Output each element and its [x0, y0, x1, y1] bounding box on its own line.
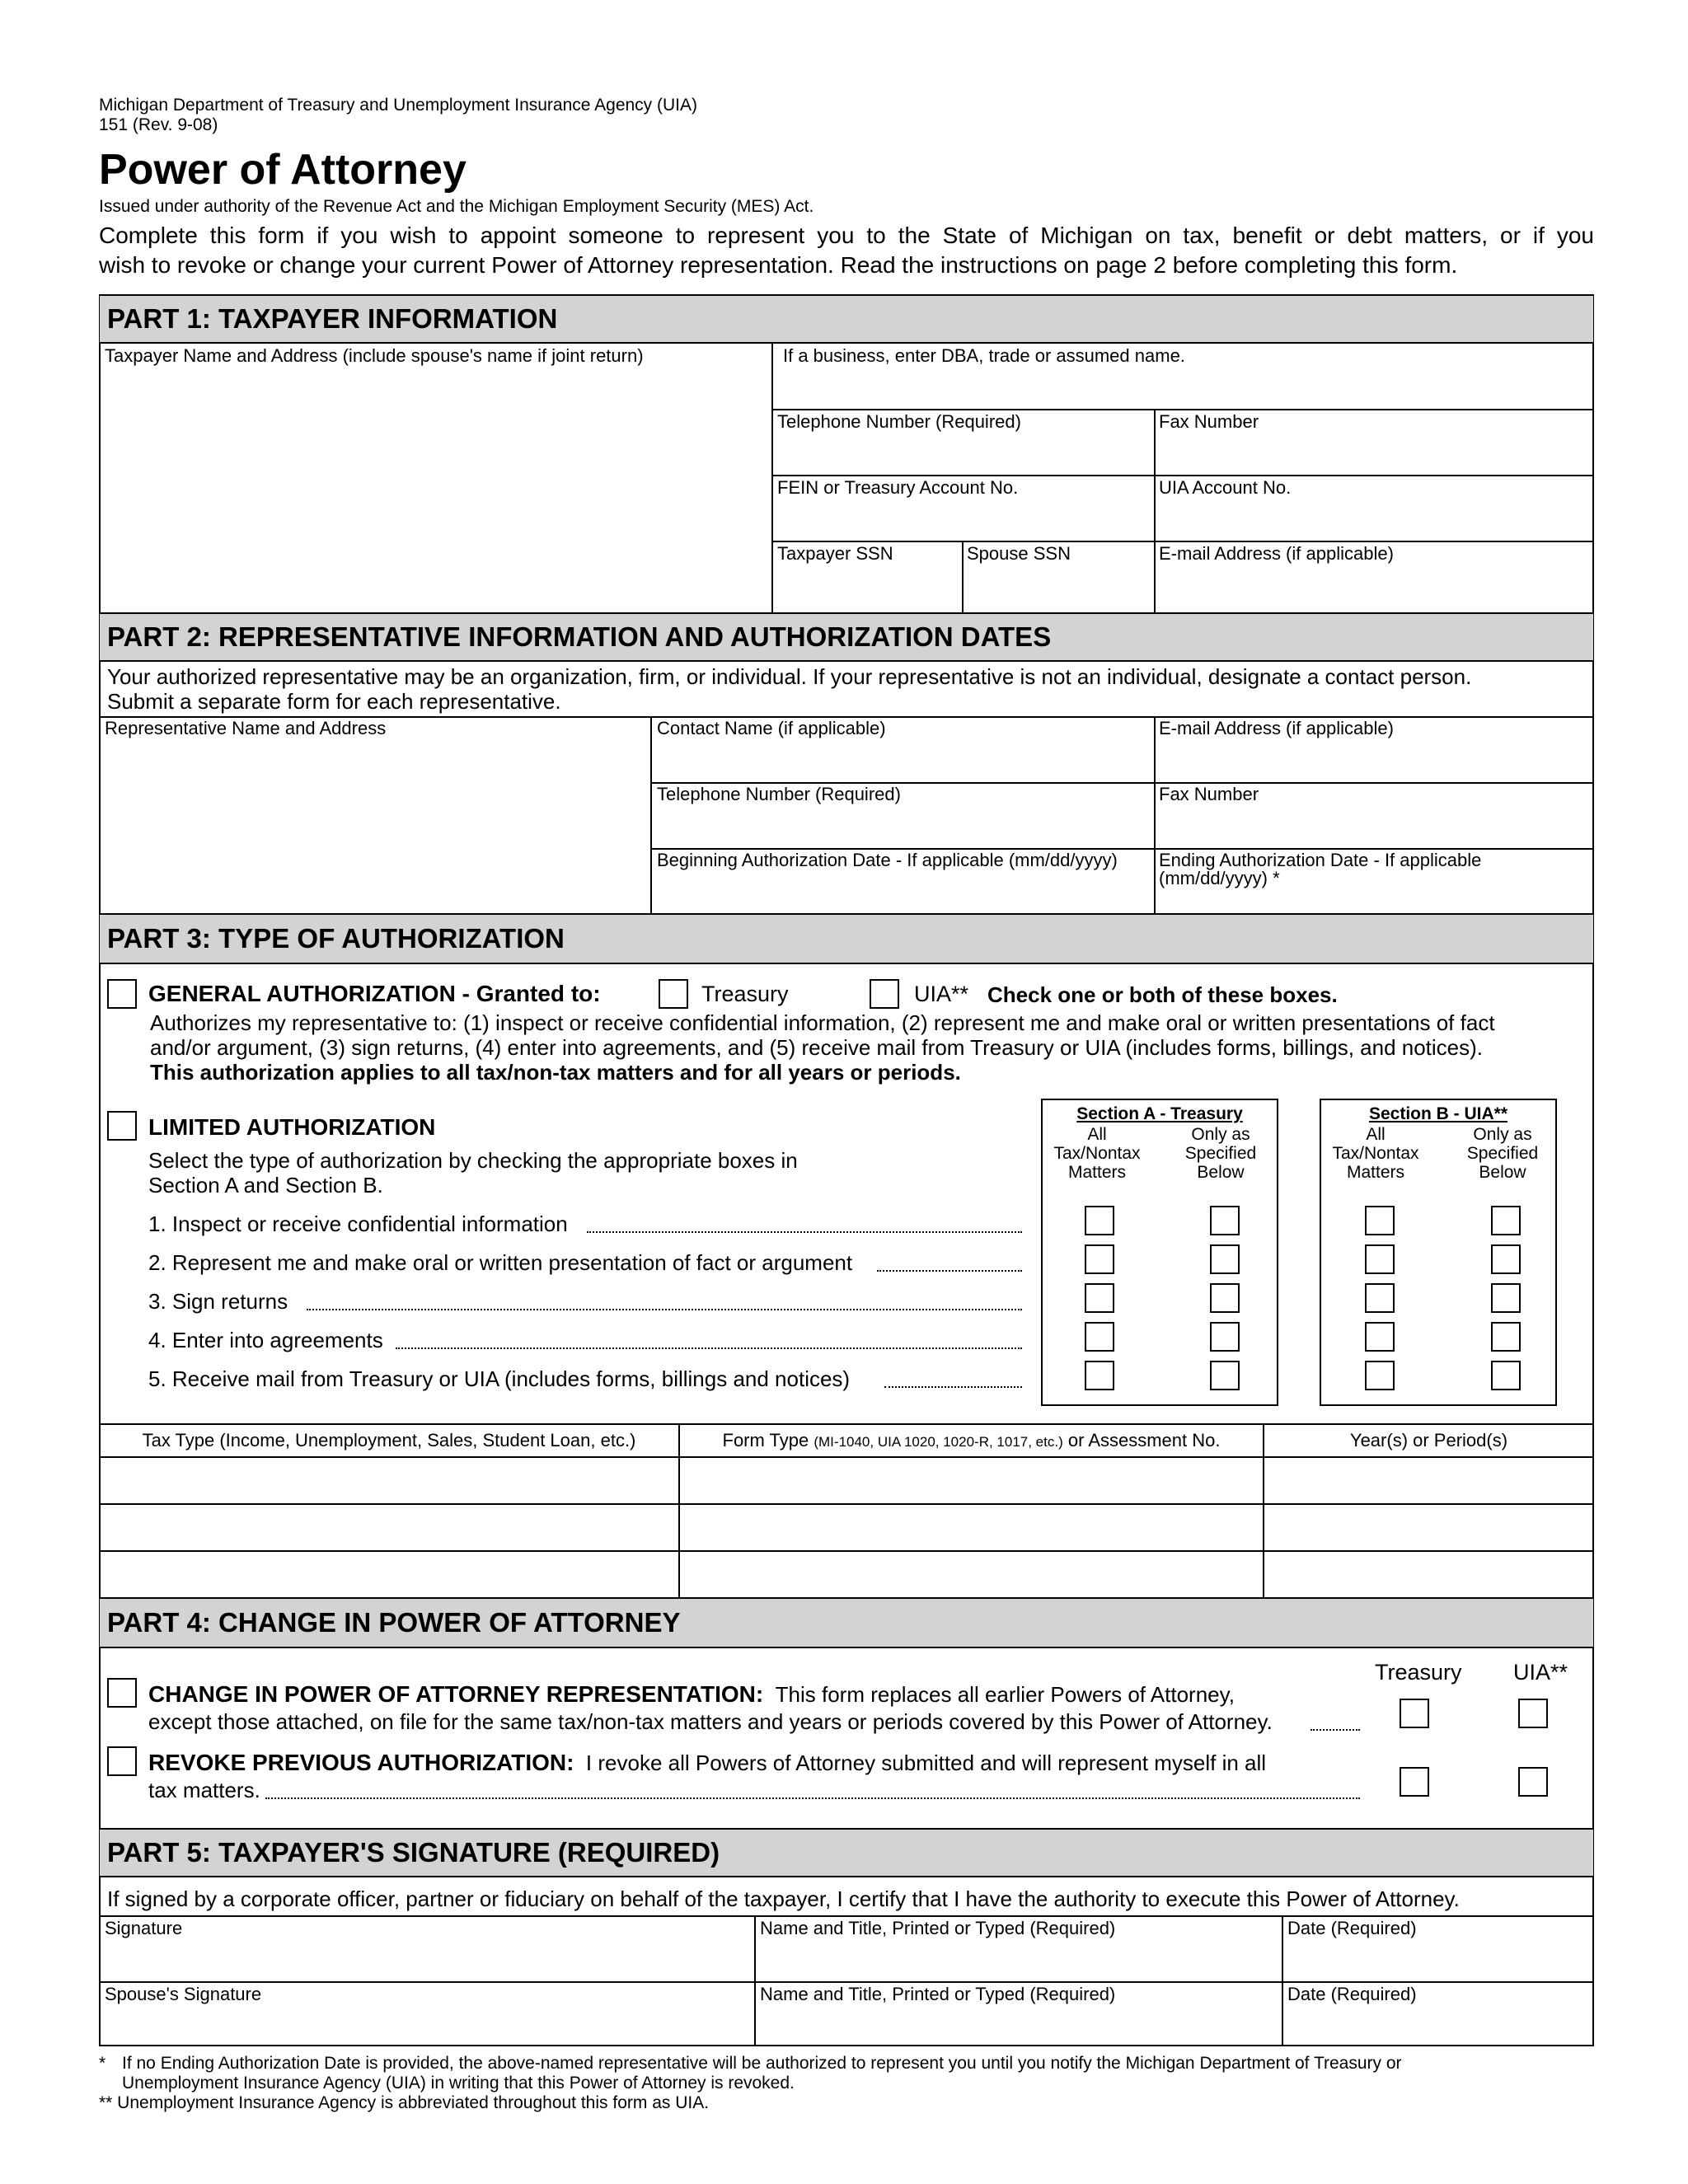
form-type-input-1[interactable]	[684, 1460, 1261, 1502]
section-a-col1-l2: Tax/Nontax	[1053, 1144, 1141, 1163]
divider	[1154, 409, 1156, 613]
part2-header	[100, 612, 1593, 662]
sec-a-specified-checkbox-5[interactable]	[1210, 1361, 1240, 1390]
section-b-col2-l2: Specified	[1466, 1144, 1539, 1163]
section-a-col2-l1: Only as	[1191, 1125, 1250, 1144]
spouse-signature-input[interactable]	[105, 2008, 751, 2044]
part4-title: PART 4: CHANGE IN POWER OF ATTORNEY	[107, 1607, 681, 1638]
divider	[754, 1915, 756, 2046]
fein-input[interactable]	[777, 501, 1151, 539]
signature-input[interactable]	[105, 1942, 751, 1980]
sec-a-specified-checkbox-2[interactable]	[1210, 1244, 1240, 1274]
spouse-name-title-label: Name and Title, Printed or Typed (Required)	[760, 1984, 1116, 2004]
rep-fax-label: Fax Number	[1159, 784, 1259, 804]
general-uia-checkbox[interactable]	[870, 979, 899, 1009]
limited-item-3: 3. Sign returns	[148, 1289, 288, 1314]
part4-uia-header: UIA**	[1513, 1660, 1568, 1685]
limited-item-5: 5. Receive mail from Treasury or UIA (includes forms, billings and notices)	[148, 1366, 851, 1391]
sec-a-specified-checkbox-1[interactable]	[1210, 1206, 1240, 1235]
form-number: 151 (Rev. 9-08)	[99, 115, 218, 134]
sec-b-all-checkbox-3[interactable]	[1365, 1283, 1395, 1313]
change-poa-checkbox[interactable]	[107, 1678, 137, 1708]
email-input[interactable]	[1159, 569, 1591, 610]
uia-account-label: UIA Account No.	[1159, 477, 1292, 498]
spouse-date-input[interactable]	[1287, 2008, 1591, 2044]
limited-desc-2: Section A and Section B.	[148, 1173, 383, 1197]
fax-label: Fax Number	[1159, 411, 1259, 432]
divider	[771, 475, 1593, 476]
form-type-header-c: or Assessment No.	[1062, 1430, 1221, 1451]
taxpayer-name-input[interactable]	[105, 371, 767, 603]
section-b-col1-l3: Matters	[1346, 1163, 1404, 1182]
certify-statement: If signed by a corporate officer, partner or fiduciary on behalf of the taxpayer, I certify that I have the authority to execute this Power of Attorney.	[107, 1886, 1460, 1911]
sec-a-all-checkbox-4[interactable]	[1085, 1322, 1114, 1352]
general-authorization-label: GENERAL AUTHORIZATION - Granted to:	[148, 981, 601, 1006]
leader-dots	[265, 1797, 1360, 1799]
part2-intro-line-2: Submit a separate form for each representative.	[107, 689, 561, 714]
agency-name: Michigan Department of Treasury and Unemployment Insurance Agency (UIA)	[99, 96, 698, 115]
sec-b-specified-checkbox-4[interactable]	[1491, 1322, 1521, 1352]
tax-type-input-3[interactable]	[106, 1554, 676, 1596]
part2-title: PART 2: REPRESENTATIVE INFORMATION AND AUTHORIZATION DATES	[107, 621, 1052, 652]
part1-title: PART 1: TAXPAYER INFORMATION	[107, 303, 558, 334]
spouse-signature-label: Spouse's Signature	[105, 1984, 262, 2004]
sec-b-specified-checkbox-3[interactable]	[1491, 1283, 1521, 1313]
divider	[650, 716, 652, 913]
leader-dots	[884, 1386, 1022, 1388]
contact-name-input[interactable]	[657, 742, 1151, 780]
form-type-input-2[interactable]	[684, 1507, 1261, 1549]
form-type-header-a: Form Type	[722, 1430, 814, 1451]
email-label: E-mail Address (if applicable)	[1159, 543, 1394, 564]
section-b-title: Section B - UIA**	[1368, 1104, 1508, 1123]
sec-a-all-checkbox-2[interactable]	[1085, 1244, 1114, 1274]
begin-date-input[interactable]	[657, 874, 1151, 912]
leader-dots	[396, 1347, 1022, 1349]
uia-account-input[interactable]	[1159, 501, 1591, 539]
contact-name-label: Contact Name (if applicable)	[657, 718, 886, 738]
change-poa-desc-2: except those attached, on file for the same tax/non-tax matters and years or periods covered by this Power of Attorney.	[148, 1709, 1273, 1734]
limited-item-1: 1. Inspect or receive confidential information	[148, 1212, 568, 1236]
form-type-header-b: (MI-1040, UIA 1020, 1020-R, 1017, etc.)	[814, 1434, 1063, 1450]
date-input[interactable]	[1287, 1942, 1591, 1980]
revoke-treasury-checkbox[interactable]	[1400, 1767, 1429, 1797]
rep-email-input[interactable]	[1159, 742, 1591, 780]
general-desc-2: and/or argument, (3) sign returns, (4) enter into agreements, and (5) receive mail from Treasury or UIA (includes forms, billings, and notices).	[150, 1035, 1484, 1060]
section-b-col1-l2: Tax/Nontax	[1332, 1144, 1419, 1163]
footnote-star-mark: *	[99, 2054, 106, 2073]
date-label: Date (Required)	[1287, 1918, 1417, 1938]
revoke-desc-1: I revoke all Powers of Attorney submitted and will represent myself in all	[585, 1750, 1267, 1775]
end-date-label-2: (mm/dd/yyyy) *	[1159, 868, 1280, 888]
limited-desc-1: Select the type of authorization by checking the appropriate boxes in	[148, 1148, 798, 1173]
sec-a-specified-checkbox-4[interactable]	[1210, 1322, 1240, 1352]
dba-label: If a business, enter DBA, trade or assumed name.	[783, 345, 1185, 366]
telephone-input[interactable]	[777, 435, 1151, 473]
rep-email-label: E-mail Address (if applicable)	[1159, 718, 1394, 738]
end-date-label-1: Ending Authorization Date - If applicable	[1159, 850, 1482, 870]
divider	[1154, 716, 1156, 913]
end-date-input[interactable]	[1159, 888, 1591, 913]
part5-title: PART 5: TAXPAYER'S SIGNATURE (REQUIRED)	[107, 1837, 720, 1868]
section-b-col1-l1: All	[1366, 1125, 1386, 1144]
limited-item-4: 4. Enter into agreements	[148, 1328, 383, 1352]
leader-dots	[307, 1309, 1022, 1310]
sec-a-all-checkbox-3[interactable]	[1085, 1283, 1114, 1313]
revoke-uia-checkbox[interactable]	[1518, 1767, 1548, 1797]
sec-b-specified-checkbox-2[interactable]	[1491, 1244, 1521, 1274]
leader-dots	[877, 1270, 1022, 1272]
name-title-label: Name and Title, Printed or Typed (Required)	[760, 1918, 1116, 1938]
divider	[100, 1981, 1593, 1983]
divider	[100, 1456, 1593, 1458]
sec-b-all-checkbox-2[interactable]	[1365, 1244, 1395, 1274]
footnote-star-line-1: If no Ending Authorization Date is provided, the above-named representative will be authorized to represent you until you notify the Michigan Department of Treasury or	[122, 2054, 1402, 2073]
spouse-ssn-input[interactable]	[967, 569, 1151, 610]
spouse-ssn-label: Spouse SSN	[967, 543, 1071, 564]
divider	[1282, 1915, 1283, 2046]
divider	[771, 409, 1593, 410]
sec-a-all-checkbox-1[interactable]	[1085, 1206, 1114, 1235]
spouse-date-label: Date (Required)	[1287, 1984, 1417, 2004]
part4-header	[100, 1597, 1593, 1648]
page-title: Power of Attorney	[99, 146, 467, 194]
general-uia-label: UIA**	[914, 982, 969, 1006]
divider	[771, 541, 1593, 542]
rep-name-label: Representative Name and Address	[105, 718, 387, 738]
change-poa-desc-1: This form replaces all earlier Powers of Attorney,	[775, 1682, 1235, 1707]
years-input-3[interactable]	[1269, 1554, 1591, 1596]
fax-input[interactable]	[1159, 435, 1591, 473]
spouse-name-title-input[interactable]	[760, 2008, 1278, 2044]
sec-a-specified-checkbox-3[interactable]	[1210, 1283, 1240, 1313]
change-poa-label: CHANGE IN POWER OF ATTORNEY REPRESENTATION:	[148, 1681, 764, 1707]
sec-a-all-checkbox-5[interactable]	[1085, 1361, 1114, 1390]
section-a-col1-l3: Matters	[1067, 1163, 1126, 1182]
fein-label: FEIN or Treasury Account No.	[777, 477, 1019, 498]
divider	[100, 1503, 1593, 1505]
section-a-col1-l1: All	[1087, 1125, 1107, 1144]
general-treasury-checkbox[interactable]	[659, 979, 688, 1009]
part3-header	[100, 913, 1593, 964]
leader-dots	[1311, 1729, 1360, 1731]
divider	[771, 344, 773, 613]
limited-authorization-checkbox[interactable]	[107, 1111, 137, 1141]
section-b-col2-l3: Below	[1479, 1163, 1526, 1182]
change-poa-line-1	[148, 1682, 1235, 1707]
authority-line: Issued under authority of the Revenue Act and the Michigan Employment Security (MES) Act.	[99, 197, 814, 216]
sec-b-all-checkbox-4[interactable]	[1365, 1322, 1395, 1352]
intro-line-1: Complete this form if you wish to appoint someone to represent you to the State of Michigan on tax, benefit or debt matters, or if you	[99, 223, 1594, 248]
sec-b-specified-checkbox-5[interactable]	[1491, 1361, 1521, 1390]
tax-type-header: Tax Type (Income, Unemployment, Sales, Student Loan, etc.)	[142, 1430, 636, 1451]
years-input-2[interactable]	[1269, 1507, 1591, 1549]
general-desc-1: Authorizes my representative to: (1) inspect or receive confidential information, (2) represent me and make oral or written presentations of fact	[150, 1010, 1495, 1035]
section-a-title: Section A - Treasury	[1076, 1104, 1243, 1123]
name-title-input[interactable]	[760, 1942, 1278, 1980]
revoke-label: REVOKE PREVIOUS AUTHORIZATION:	[148, 1750, 574, 1775]
rep-name-input[interactable]	[105, 742, 648, 908]
rep-telephone-input[interactable]	[657, 808, 1151, 846]
revoke-checkbox[interactable]	[107, 1746, 137, 1776]
tax-type-input-2[interactable]	[106, 1507, 676, 1549]
change-treasury-checkbox[interactable]	[1400, 1699, 1429, 1728]
rep-telephone-label: Telephone Number (Required)	[657, 784, 901, 804]
begin-date-label: Beginning Authorization Date - If applicable (mm/dd/yyyy)	[657, 850, 1118, 870]
general-treasury-label: Treasury	[701, 982, 789, 1006]
taxpayer-name-label: Taxpayer Name and Address (include spouse's name if joint return)	[105, 345, 644, 366]
tax-type-input-1[interactable]	[106, 1460, 676, 1502]
divider	[100, 1550, 1593, 1552]
part1-header	[100, 294, 1593, 344]
check-note: Check one or both of these boxes.	[987, 982, 1338, 1007]
part5-header	[100, 1828, 1593, 1877]
form-type-header	[680, 1431, 1263, 1452]
dba-input[interactable]	[779, 369, 1590, 407]
taxpayer-ssn-input[interactable]	[777, 569, 960, 610]
divider	[100, 1423, 1593, 1425]
rep-fax-input[interactable]	[1159, 808, 1591, 846]
general-authorization-checkbox[interactable]	[107, 979, 137, 1009]
footnote-double-star: ** Unemployment Insurance Agency is abbreviated throughout this form as UIA.	[99, 2093, 710, 2112]
divider	[962, 541, 964, 613]
years-header: Year(s) or Period(s)	[1349, 1430, 1508, 1451]
general-desc-3: This authorization applies to all tax/non-tax matters and for all years or periods.	[150, 1060, 961, 1085]
part2-intro-line-1: Your authorized representative may be an organization, firm, or individual. If your representative is not an individual, designate a contact person.	[107, 664, 1472, 689]
sec-b-specified-checkbox-1[interactable]	[1491, 1206, 1521, 1235]
form-type-input-3[interactable]	[684, 1554, 1261, 1596]
sec-b-all-checkbox-1[interactable]	[1365, 1206, 1395, 1235]
revoke-desc-2: tax matters.	[148, 1778, 260, 1802]
intro-line-2: wish to revoke or change your current Power of Attorney representation. Read the instructions on page 2 before completing this form.	[99, 252, 1458, 278]
years-input-1[interactable]	[1269, 1460, 1591, 1502]
revoke-line-1	[148, 1750, 1266, 1775]
footnote-star-line-2: Unemployment Insurance Agency (UIA) in writing that this Power of Attorney is revoked.	[122, 2074, 795, 2093]
telephone-label: Telephone Number (Required)	[777, 411, 1021, 432]
divider	[100, 1915, 1593, 1917]
part3-title: PART 3: TYPE OF AUTHORIZATION	[107, 923, 565, 954]
sec-b-all-checkbox-5[interactable]	[1365, 1361, 1395, 1390]
limited-authorization-label: LIMITED AUTHORIZATION	[148, 1114, 436, 1140]
section-a-col2-l2: Specified	[1184, 1144, 1257, 1163]
leader-dots	[587, 1231, 1022, 1233]
part4-treasury-header: Treasury	[1375, 1660, 1462, 1685]
change-uia-checkbox[interactable]	[1518, 1699, 1548, 1728]
section-a-col2-l3: Below	[1197, 1163, 1245, 1182]
taxpayer-ssn-label: Taxpayer SSN	[777, 543, 893, 564]
section-b-col2-l1: Only as	[1473, 1125, 1532, 1144]
limited-item-2: 2. Represent me and make oral or written presentation of fact or argument	[148, 1250, 853, 1275]
signature-label: Signature	[105, 1918, 183, 1938]
